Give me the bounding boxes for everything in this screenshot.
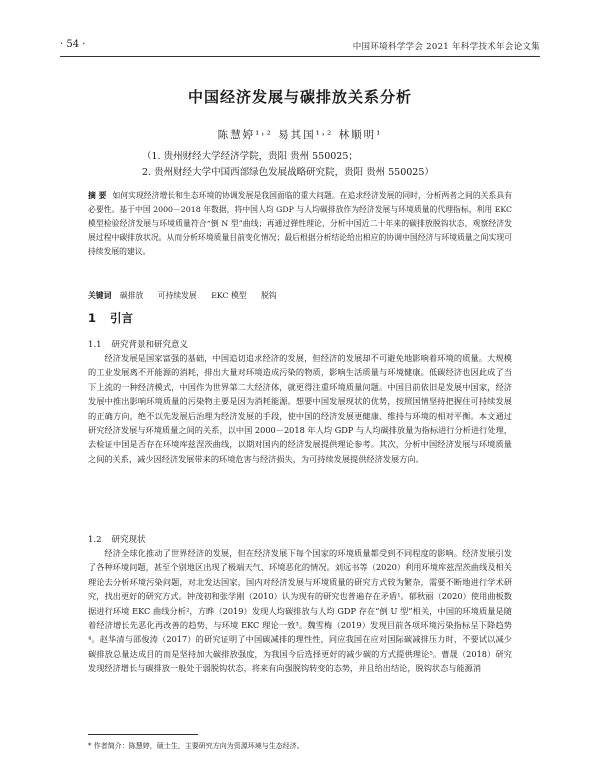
proceedings-title: 中国环境科学学会 2021 年科学技术年会论文集: [352, 42, 540, 52]
subsection-heading: [88, 533, 146, 545]
subsection-title: 研究现状: [111, 535, 146, 545]
subsection-title: 研究背景和研究意义: [111, 340, 189, 350]
abstract: [88, 189, 512, 259]
keywords: [88, 290, 512, 301]
affiliations: [60, 149, 540, 181]
keyword: 可持续发展: [157, 291, 197, 300]
subsection-number: 1.2: [88, 535, 102, 545]
keyword: EKC 模型: [211, 291, 247, 300]
running-header: [60, 36, 540, 57]
footnote: * 作者简介：陈慧婷，硕士生，主要研究方向为资源环境与生态经济。: [88, 742, 304, 750]
footnote-divider: [88, 734, 198, 735]
subsection-number: 1.1: [88, 340, 102, 350]
subsection-heading: [88, 338, 188, 350]
keyword: 脱钩: [261, 291, 277, 300]
section-title: 引言: [110, 311, 134, 325]
body-paragraph: 经济全球化推动了世界经济的发展，但在经济发展下每个国家的环境质量都受到不同程度的影响。经济发展引发了各种环境问题，甚至个别地区出现了极端天气、环境恶化的情况。刘远书等（2020）利用环境库兹涅茨曲线及相关理论去分析环境污染问题，对北发达国家，国内对经济发展与环境质量的研究方式较为繁杂，需要不断地进行学术研究，找出更好的研究方式。钟茂初和张学刚（2010）认为现有的研究也普遍存在矛盾¹。郁秋丽（2020）使用曲板数据进行环境 EKC 曲线分析²，方晔（2019）发现人均碳排放与人均 GDP 存在“倒 U 型”相关，中国的环境质量是随着经济增长先恶化再改善的趋势，与环境 EKC 理论一致³。魏雪梅（2019）发现目前各项环境污染指标呈下降趋势⁴。赵华清与邵俊涛（2017）的研究证明了中国碳减排的理性性，同应我国在应对国际碳减排压力时，不要试以减少碳排放总量达成目的而是坚持加大碳排放强度，为我国今后选择更好的减少碳的方式提供理论⁵。曹晟（2018）研究发现经济增长与碳排放一般处于弱脱钩状态，将来有向强脱钩转变的态势，并且给出结论，脱钩状态与能源消: [88, 548, 512, 674]
paper-title: 中国经济发展与碳排放关系分析: [187, 88, 412, 106]
keywords-label: 关键词: [88, 291, 112, 300]
affiliation-1: （1. 贵州财经大学经济学院，贵阳 贵州 550025；: [142, 151, 358, 162]
section-heading: [88, 310, 133, 326]
body-paragraph: 经济发展是国家富强的基础，中国追切追求经济的发展，但经济的发展却不可避免地影响着环境的质量。大规模的工业发展离不开能源的消耗，排出大量对环境造成污染的物质，影响生活质量与环境健康。低碳经济也因此成了当下上流的一种经济模式，中国作为世界第二大经济体，就更得注重环境质量问题。中国目前依旧是发展中国家，经济发展中推出影响环境质量的污染物主要是因为消耗能源。想要中国发展现状的优势，按照国情坚持把握住可持续发展的正确方向，绝不以先发展后治理为经济发展的手段，使中国的经济发展更健康、维持与环境的相对平衡。本文通过研究经济发展与环境质量之间的关系，以中国 2000－2018 年人均 GDP 与人均碳排放量为指标进行分析进行处理，去检证中国是否存在环境库兹涅茨曲线，以期对国内的经济发展提供理论参考。其次，分析中国经济发展与环境质量之间的关系，减少因经济发展带来的环境危害与经济损失，为可持续发展提供经济发展方向。: [88, 353, 512, 464]
abstract-text: 如何实现经济增长和生态环境的协调发展是我国面临的重大问题。在追求经济发展的同时，分析两者之间的关系具有必要性。基于中国 2000－2018 年数据，将中国人均 GDP 与人均碳排放作为经济发展与环境质量的代理指标，利用 EKC 模型检验经济发展与环境质量符合“倒 N 型”曲线；再通过弹性理论，分析中国近二十年来的碳排放脱钩状态，观察经济发展过程中碳排放状况。从而分析环境质量目前变化情况；最后根据分析结论给出相应的协调中国经济与环境质量之间实现可持续发展的建议。: [88, 191, 513, 256]
keyword: 碳排放: [119, 291, 144, 300]
authors: 陈慧婷¹˒² 易其国¹˒² 林顺明¹: [217, 129, 383, 141]
section-number: 1: [88, 311, 97, 325]
abstract-label: 摘 要: [88, 191, 107, 200]
affiliation-2: 2. 贵州财经大学中国西部绿色发展战略研究院，贵阳 贵州 550025）: [142, 167, 434, 178]
page-number: · 54 ·: [60, 39, 86, 50]
